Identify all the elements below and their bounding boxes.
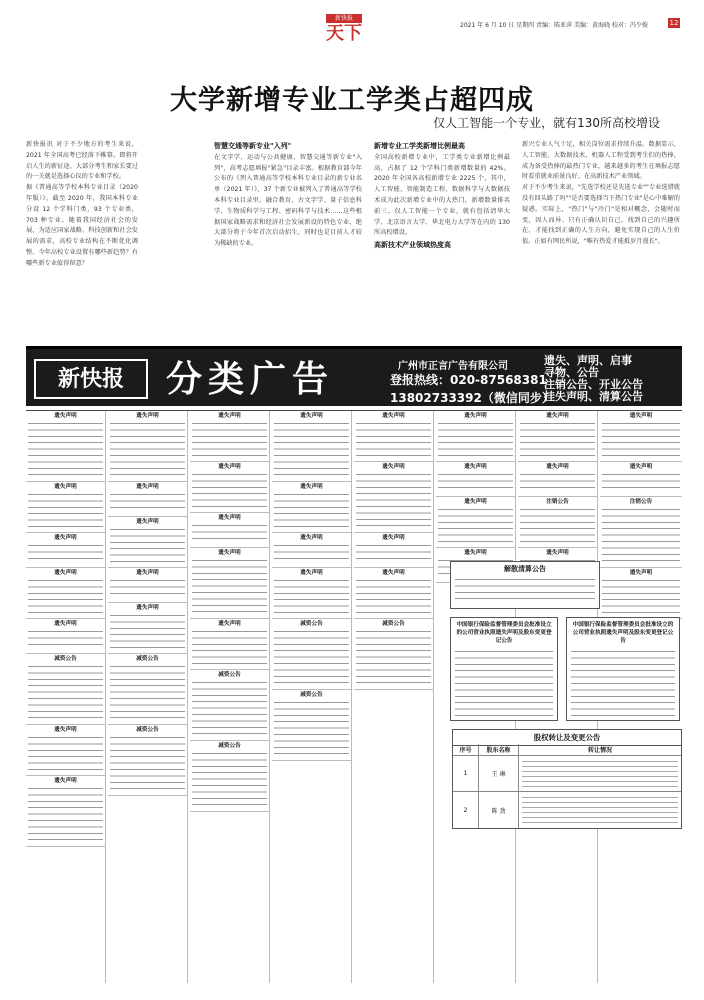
ad-title: 遗失声明 [300,570,323,576]
classified-ad [354,462,433,533]
classified-ad [600,411,682,462]
hotline-number: 登报热线：020-87568381 [390,373,547,387]
ad-title: 遗失声明 [136,605,159,611]
ad-title: 减资公告 [218,672,241,678]
ad-title: 遗失声明 [54,484,77,490]
classified-ad [354,568,433,619]
classified-ad [600,568,682,619]
classified-ad [26,568,105,619]
ad-title: 遗失声明 [382,535,405,541]
ad-title: 遗失声明 [382,464,405,470]
classified-ad [190,619,269,670]
ad-title: 遗失声明 [54,778,77,784]
header-cell: 序号 [453,744,479,755]
article-column-2 [214,140,362,344]
classified-ad [26,776,105,847]
paragraph: 全国高校新增专业中，工学类专业新增比例最高，占据了 12 个学科门类新增数量的 42%。2020 年全国各高校新增专业 2225 个，其中，人工智能、智能制造工程、数据科学与大数据技术成为此次新增专业中的大热门，新增数量排名前三。仅人工智能一个专业，就有包括清华大学、北京语言大学、华北电力大学等在内的 130 所高校增设。 [374,153,510,237]
article-subhead: 仅人工智能一个专业，就有130所高校增设 [433,116,660,130]
paragraph: 对于不少考生来说，"先选学校还是先选专业""专业选错就没有回头路了吗""是否要选择当下热门专业"是心中难解的疑惑。实际上，"热门"与"冷门"是相对概念，会随时而变，因人而异。只有正确认识自己，找到自己的兴趣所在，才能找到正确的人生方向，避免实现自己的人生价值。正如有网民所说，"唯有热爱才能抵岁月漫长"。 [522,184,680,246]
article-body [26,140,682,344]
service-item: 寻物、公告 [544,366,599,379]
table-row [453,792,681,828]
classified-ad [108,725,187,796]
ad-title: 遗失声明 [546,413,569,419]
classified-ad [108,517,187,568]
ad-title: 遗失声明 [464,464,487,470]
classified-column-5 [354,411,434,983]
header-cell: 转让情况 [587,747,612,754]
table-cell: 王 琳 [479,756,519,791]
ad-title: 遗失声明 [464,413,487,419]
notice-heading: 解散清算公告 [504,565,546,573]
ad-title: 减资公告 [136,656,159,662]
ad-title: 遗失声明 [300,484,323,490]
agency-name: 广州市正言广告有限公司 [398,361,508,372]
article-column-1 [26,140,138,344]
classified-ad [108,411,187,482]
notice-heading: 中国银行保险监督管理委员会批准设立的公司营业执照遗失声明及股东变更登记公告 [572,622,674,644]
classified-ad [190,513,269,548]
ad-title: 减资公告 [300,621,323,627]
classified-ad [26,654,105,725]
table-cell: 2 [453,792,479,828]
classified-ad [26,533,105,568]
classified-ad [272,690,351,761]
classified-ad [436,497,515,548]
insurance-notice-box [450,617,558,721]
article-column-4 [522,140,680,344]
ad-title: 遗失声明 [136,413,159,419]
ad-title: 遗失声明 [54,570,77,576]
classified-ad [190,670,269,741]
classified-banner [26,346,682,406]
page-header [0,0,704,72]
ad-title: 注销公告 [546,499,569,505]
ad-title: 遗失声明 [546,550,569,556]
classified-ad [272,482,351,533]
classified-column-4 [272,411,352,983]
classified-ad [354,619,433,690]
service-item: 遗失、声明、启事 [544,354,632,367]
page-number: 12 [669,19,679,27]
ad-title: 遗失声明 [382,413,405,419]
classified-ad [190,741,269,812]
ad-title: 遗失声明 [54,535,77,541]
ad-title: 遗失声明 [136,484,159,490]
ad-title: 遗失声明 [300,413,323,419]
classified-ad [436,411,515,462]
classified-ad [108,654,187,725]
ad-title: 遗失声明 [54,413,77,419]
ad-title: 遗失声明 [218,550,241,556]
table-cell: 陈 劲 [479,792,519,828]
classified-ad [108,482,187,517]
ad-title: 遗失声明 [382,570,405,576]
classified-ad [108,568,187,603]
classified-ad [272,533,351,568]
classified-column-3 [190,411,270,983]
ad-title: 遗失声明 [218,621,241,627]
ad-title: 减资公告 [382,621,405,627]
ad-title: 遗失声明 [546,464,569,470]
brand-logo: 新快报 [34,359,148,399]
header-cell: 股东名称 [479,744,519,755]
section-heading: 智慧交通等新专业"入列" [214,142,292,150]
classified-ad [354,411,433,462]
ad-title: 减资公告 [218,743,241,749]
notice-heading: 中国银行保险监督管理委员会批准设立的公司营业执照遗失声明及股东变更登记公告 [456,622,552,644]
table-cell [519,792,681,828]
insurance-notice-box-2 [566,617,680,721]
ad-title: 遗失声明 [218,464,241,470]
ad-title: 遗失声明 [629,464,653,470]
classified-ad [26,619,105,654]
classified-ad [600,497,682,568]
classified-ad [190,548,269,619]
ad-title: 遗失声明 [464,550,487,556]
classified-ad [518,411,597,462]
classified-ad [26,725,105,776]
classified-ad [600,462,682,497]
ad-title: 遗失声明 [136,570,159,576]
paragraph: 在文字学、运动与公共健康、智慧交通等新专业"入列"，高考志愿填报"紧急"目录丰富。根据教育部今年公布的《列入普通高等学校本科专业目录的新专业名单（2021 年）》，37 个新专业被列入了普通高等学校本科专业目录里。融合教育、古文字学、量子信息科学、生物质科学与工程、密码科学与技术……这些根据国家战略需求和经济社会发展新设的特色专业，绝大部分将于今年首次启动招生，同时也是目前人才较为稀缺的专业。 [214,153,362,248]
ad-title: 遗失声明 [54,727,77,733]
paragraph: 新快报讯 对于不少地方的考生来说，2021 年全国高考已经落下帷幕，即将开启人生的新征途。大部分考生和家长要过的一关就是选择心仪的专业和学校。 [26,141,138,181]
classified-ad [272,568,351,619]
classified-ad [190,462,269,513]
classified-column-1 [26,411,106,983]
classified-ad [518,497,597,548]
section-logo [322,14,366,44]
classified-ad [190,411,269,462]
section-heading: 新增专业工学类新增比例最高 [374,142,465,150]
ad-title: 遗失声明 [54,621,77,627]
ad-title: 遗失声明 [136,519,159,525]
article-headline: 大学新增专业工学类占超四成 [170,85,534,116]
classified-ad [436,462,515,497]
table-title: 股权转让及变更公告 [453,730,681,746]
service-list [544,355,678,403]
service-item: 注销公告、开业公告 [544,378,643,391]
mobile-number: 13802733392（微信同步） [390,391,554,405]
section-heading: 高新技术产业领域热度高 [374,241,451,250]
ad-title: 遗失声明 [300,535,323,541]
dateline: 2021 年 6 月 10 日 星期四 责编：陈亚萍 美编：黄海晓 校对：冯少俊 [460,22,648,29]
classified-column-2 [108,411,188,983]
classified-grid [26,410,682,982]
table-cell [519,756,681,791]
classified-ad [26,411,105,482]
table-row [453,756,681,792]
ad-title: 注销公告 [629,499,653,505]
classified-ad [108,603,187,654]
ad-title: 遗失声明 [218,515,241,521]
classified-ad [354,533,433,568]
section-name: 天下 [326,23,362,44]
ad-title: 减资公告 [300,692,323,698]
classified-ad [26,482,105,533]
article-column-3 [374,140,510,344]
ad-title: 遗失声明 [218,413,241,419]
service-item: 挂失声明、清算公告 [544,390,643,403]
ad-title: 遗失声明 [629,570,653,576]
table-header-row [453,744,681,756]
company-notice-box [450,561,600,609]
paragraph: 新兴专业人气十足，相关岗位需求持续升温。数据显示，人工智能、大数据技术、机器人工程受到考生们的热捧，成为备受热捧的最热门专业，越来越多的考生在填报志愿时看重就业前景良好、在高新技术产业领域。 [522,141,680,181]
equity-transfer-table [452,729,682,829]
ad-title: 遗失声明 [629,413,653,419]
ad-title: 遗失声明 [464,499,487,505]
classified-ad [272,411,351,482]
classified-ad [518,462,597,497]
newspaper-tag: 新快报 [326,14,362,23]
paragraph: 据《普通高等学校本科专业目录（2020 年版）》，截至 2020 年，我国本科专业分设 12 个学科门类，93 个专业类，703 种专业。随着我国经济社会的发展，为适应国家战略、科技创新和社会发展的需求，高校专业结构在不断优化调整。今年高校专业设置有哪些新趋势？有哪些新专业值得留意？ [26,184,138,267]
ad-title: 减资公告 [54,656,77,662]
ad-title: 减资公告 [136,727,159,733]
classified-ad [272,619,351,690]
banner-title: 分类广告 [166,358,335,400]
table-cell: 1 [453,756,479,791]
